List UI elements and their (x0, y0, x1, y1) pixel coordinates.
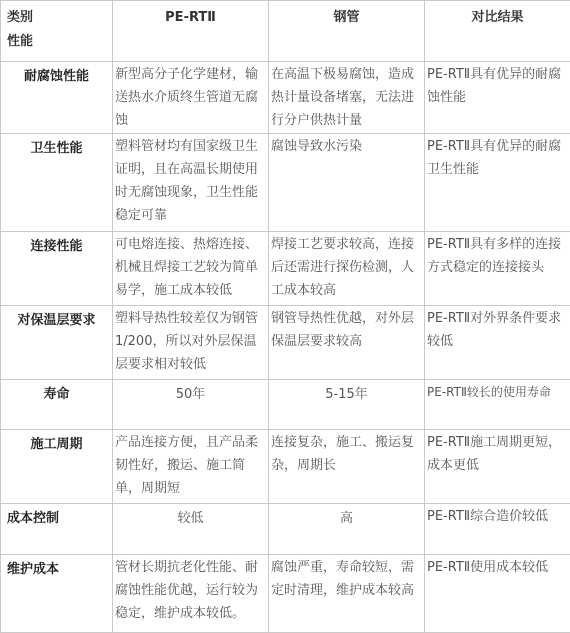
cell-steel: 在高温下极易腐蚀，造成热计量设备堵塞，无法进行分户供热计量 (269, 62, 425, 134)
cell-steel: 高 (269, 504, 425, 555)
cell-result: PE-RTⅡ对外界条件要求较低 (425, 306, 570, 380)
table-row (1, 380, 570, 430)
corner-bottom-label: 性能 (7, 34, 34, 49)
table-row (1, 430, 570, 504)
table-row (1, 306, 570, 380)
row-category: 寿命 (1, 380, 113, 430)
table-row (1, 62, 570, 134)
table-header (1, 1, 570, 62)
cell-pe-rt: 塑料管材均有国家级卫生证明，且在高温长期使用时无腐蚀现象，卫生性能稳定可靠 (113, 134, 269, 232)
cell-pe-rt: 产品连接方便，且产品柔韧性好，搬运、施工简单，周期短 (113, 430, 269, 504)
corner-cell (1, 1, 113, 62)
cell-pe-rt: 新型高分子化学建材，输送热水介质终生管道无腐蚀 (113, 62, 269, 134)
cell-steel: 钢管导热性优越，对外层保温层要求较高 (269, 306, 425, 380)
cell-result: PE-RTⅡ具有优异的耐腐蚀性能 (425, 62, 570, 134)
table-row (1, 555, 570, 633)
col-header-pe-rt: PE-RTⅡ (113, 1, 269, 62)
cell-steel: 5-15年 (269, 380, 425, 430)
row-category: 对保温层要求 (1, 306, 113, 380)
cell-result: PE-RTⅡ使用成本较低 (425, 555, 570, 633)
cell-pe-rt: 管材长期抗老化性能、耐腐蚀性能优越，运行较为稳定，维护成本较低。 (113, 555, 269, 633)
corner-top-label: 类别 (7, 10, 34, 25)
row-category: 维护成本 (1, 555, 113, 633)
table-row (1, 134, 570, 232)
table-row (1, 232, 570, 306)
cell-result: PE-RTⅡ具有优异的耐腐卫生性能 (425, 134, 570, 232)
col-header-result: 对比结果 (425, 1, 570, 62)
row-category: 施工周期 (1, 430, 113, 504)
cell-result: PE-RTⅡ施工周期更短，成本更低 (425, 430, 570, 504)
cell-pe-rt: 塑料导热性较差仅为钢管1/200，所以对外层保温层要求相对较低 (113, 306, 269, 380)
cell-steel: 焊接工艺要求较高，连接后还需进行探伤检测，人工成本较高 (269, 232, 425, 306)
header-row (1, 1, 570, 62)
row-category: 卫生性能 (1, 134, 113, 232)
col-header-steel: 钢管 (269, 1, 425, 62)
cell-steel: 腐蚀导致水污染 (269, 134, 425, 232)
table-row (1, 504, 570, 555)
cell-steel: 连接复杂，施工、搬运复杂，周期长 (269, 430, 425, 504)
cell-pe-rt: 可电熔连接、热熔连接、机械且焊接工艺较为简单易学，施工成本较低 (113, 232, 269, 306)
table-body (1, 62, 570, 633)
row-category: 耐腐蚀性能 (1, 62, 113, 134)
row-category: 连接性能 (1, 232, 113, 306)
row-category: 成本控制 (1, 504, 113, 555)
cell-steel: 腐蚀严重，寿命较短，需定时清理，维护成本较高 (269, 555, 425, 633)
cell-result: PE-RTⅡ较长的使用寿命 (425, 380, 570, 430)
cell-result: PE-RTⅡ综合造价较低 (425, 504, 570, 555)
cell-pe-rt: 较低 (113, 504, 269, 555)
cell-result: PE-RTⅡ具有多样的连接方式稳定的连接接头 (425, 232, 570, 306)
cell-pe-rt: 50年 (113, 380, 269, 430)
